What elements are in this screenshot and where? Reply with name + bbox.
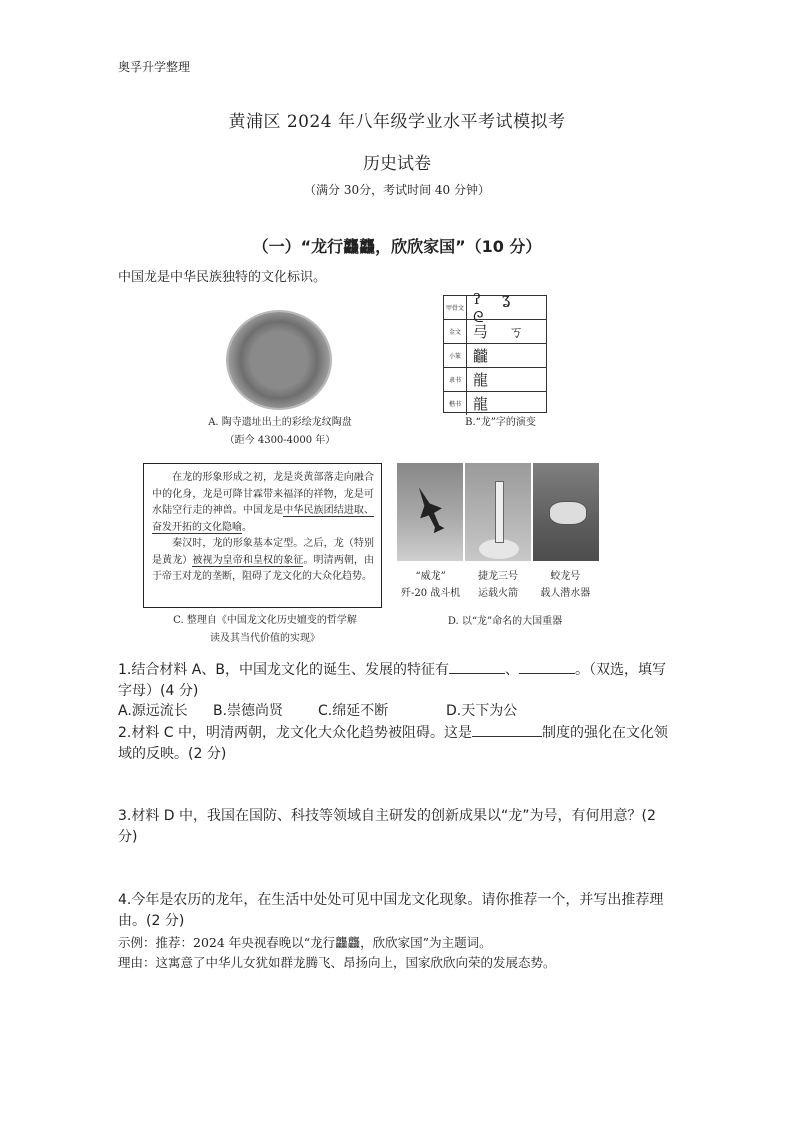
material-c-p1: 在龙的形象形成之初，龙是炎黄部落走向融合中的化身，龙是可降甘霖带来福泽的祥物，龙是可水陆空行走的神兽。中国龙是 bbox=[152, 472, 374, 516]
painted-dragon-plate-image bbox=[228, 312, 330, 408]
submersible-shape bbox=[549, 501, 587, 525]
q1-answer-blank-1[interactable] bbox=[449, 659, 505, 674]
question-1 bbox=[118, 659, 678, 702]
evolution-row bbox=[444, 289, 546, 326]
q4-reason: 理由：这寓意了中华儿女犹如群龙腾飞、昂扬向上，国家欣欣向荣的发展态势。 bbox=[118, 955, 556, 970]
evolution-row bbox=[444, 392, 546, 415]
photo-label bbox=[532, 568, 599, 602]
photo-label bbox=[397, 568, 464, 602]
photo-label bbox=[464, 568, 531, 602]
question-4: 4.今年是农历的龙年，在生活中处处可见中国龙文化现象。请你推荐一个，并写出推荐理由。(2 分) bbox=[118, 892, 664, 929]
script-glyphs: 龍 bbox=[473, 371, 497, 389]
photo-labels bbox=[397, 568, 599, 602]
script-label: 小篆 bbox=[444, 344, 467, 367]
q1-option-b[interactable]: B.崇德尚贤 bbox=[213, 703, 284, 719]
exam-note: （满分 30分，考试时间 40 分钟） bbox=[304, 183, 490, 197]
q1-answer-blank-2[interactable] bbox=[519, 659, 575, 674]
figure-b-caption: B.“龙”字的演变 bbox=[465, 417, 536, 428]
evolution-row bbox=[444, 344, 546, 368]
material-c-p1-underlined: 中华民族团结进取、奋发开拓的文化隐喻 bbox=[152, 505, 375, 533]
q1-text-end: 。（双选，填写字母）(4 分) bbox=[118, 662, 666, 699]
evolution-row bbox=[444, 320, 546, 344]
jiaolong-submersible-photo bbox=[533, 463, 599, 561]
photo-label-line2: 载人潜水器 bbox=[540, 588, 591, 599]
script-glyphs: ʔ ʓ ᘓ bbox=[473, 289, 519, 326]
question-3: 3.材料 D 中，我国在国防、科技等领域自主研发的创新成果以“龙”为号，有何用意？(2 分) bbox=[118, 808, 656, 845]
q1-option-a[interactable]: A.源远流长 bbox=[118, 703, 188, 719]
script-glyphs: 龖 bbox=[473, 347, 497, 365]
jet-shape bbox=[408, 482, 450, 536]
script-glyphs: 㢧 ㄎ bbox=[473, 323, 532, 341]
rocket-shape bbox=[495, 481, 504, 543]
material-c-p2-underlined: 被视为皇帝和皇权的象征 bbox=[192, 554, 304, 566]
figure-c-caption bbox=[150, 612, 380, 648]
script-label: 金文 bbox=[444, 320, 467, 343]
q1-text: 1.结合材料 A、B，中国龙文化的诞生、发展的特征有 bbox=[118, 662, 449, 678]
material-c-p2-end: 。明清两朝，由于帝王对龙的垄断，阻碍了龙文化的大众化趋势。 bbox=[152, 554, 375, 582]
figure-a-caption-line1: A. 陶寺遗址出土的彩绘龙纹陶盘 bbox=[208, 417, 352, 428]
material-c-p1-end: 。 bbox=[242, 521, 252, 533]
q1-options bbox=[118, 701, 678, 722]
script-label: 楷书 bbox=[444, 392, 467, 415]
script-label: 甲骨文 bbox=[444, 296, 467, 319]
figure-c-caption-line2: 读及其当代价值的实现》 bbox=[210, 633, 320, 644]
exam-subtitle: 历史试卷 bbox=[363, 154, 431, 174]
section-title: （一）“龙行龘龘，欣欣家国”（10 分） bbox=[252, 237, 542, 256]
figure-a-caption bbox=[180, 414, 380, 450]
figure-c-caption-line1: C. 整理自《中国龙文化历史嬗变的哲学解 bbox=[173, 615, 357, 626]
photo-label-line2: 运载火箭 bbox=[477, 588, 518, 599]
question-2 bbox=[118, 722, 678, 765]
q1-option-c[interactable]: C.绵延不断 bbox=[318, 703, 389, 719]
photo-label-line1: “威龙” bbox=[415, 571, 446, 582]
evolution-row bbox=[444, 368, 546, 392]
q2-text-end: 制度的强化在文化领域的反映。(2 分) bbox=[118, 725, 669, 762]
q2-answer-blank[interactable] bbox=[472, 722, 542, 737]
intro-text: 中国龙是中华民族独特的文化标识。 bbox=[118, 270, 327, 285]
exam-title: 黄浦区 2024 年八年级学业水平考试模拟考 bbox=[228, 112, 566, 132]
q1-option-d[interactable]: D.天下为公 bbox=[446, 703, 518, 719]
national-equipment-photos bbox=[397, 463, 599, 561]
q4-example: 示例：推荐：2024 年央视春晚以“龙行龘龘，欣欣家国”为主题词。 bbox=[118, 935, 492, 950]
photo-label-line2: 歼-20 战斗机 bbox=[401, 588, 461, 599]
q1-separator: 、 bbox=[505, 662, 519, 678]
figure-a-caption-line2: （距今 4300-4000 年） bbox=[224, 435, 336, 446]
photo-label-line1: 蛟龙号 bbox=[550, 571, 581, 582]
dragon-character-evolution-table bbox=[443, 289, 547, 413]
page-header: 奥孚升学整理 bbox=[118, 60, 191, 74]
script-glyphs: 龍 bbox=[473, 395, 497, 413]
q2-text: 2.材料 C 中，明清两朝，龙文化大众化趋势被阻碍。这是 bbox=[118, 725, 473, 741]
material-c-p2: 秦汉时，龙的形象基本定型。之后，龙（特别是黄龙） bbox=[152, 538, 374, 566]
jielong3-rocket-photo bbox=[465, 463, 531, 561]
material-c-textbox bbox=[143, 463, 382, 608]
material-c-text bbox=[152, 470, 374, 586]
figure-d-caption: D. 以“龙”命名的大国重器 bbox=[447, 616, 563, 627]
script-label: 隶书 bbox=[444, 368, 467, 391]
photo-label-line1: 捷龙三号 bbox=[477, 571, 518, 582]
j20-fighter-photo bbox=[397, 463, 463, 561]
